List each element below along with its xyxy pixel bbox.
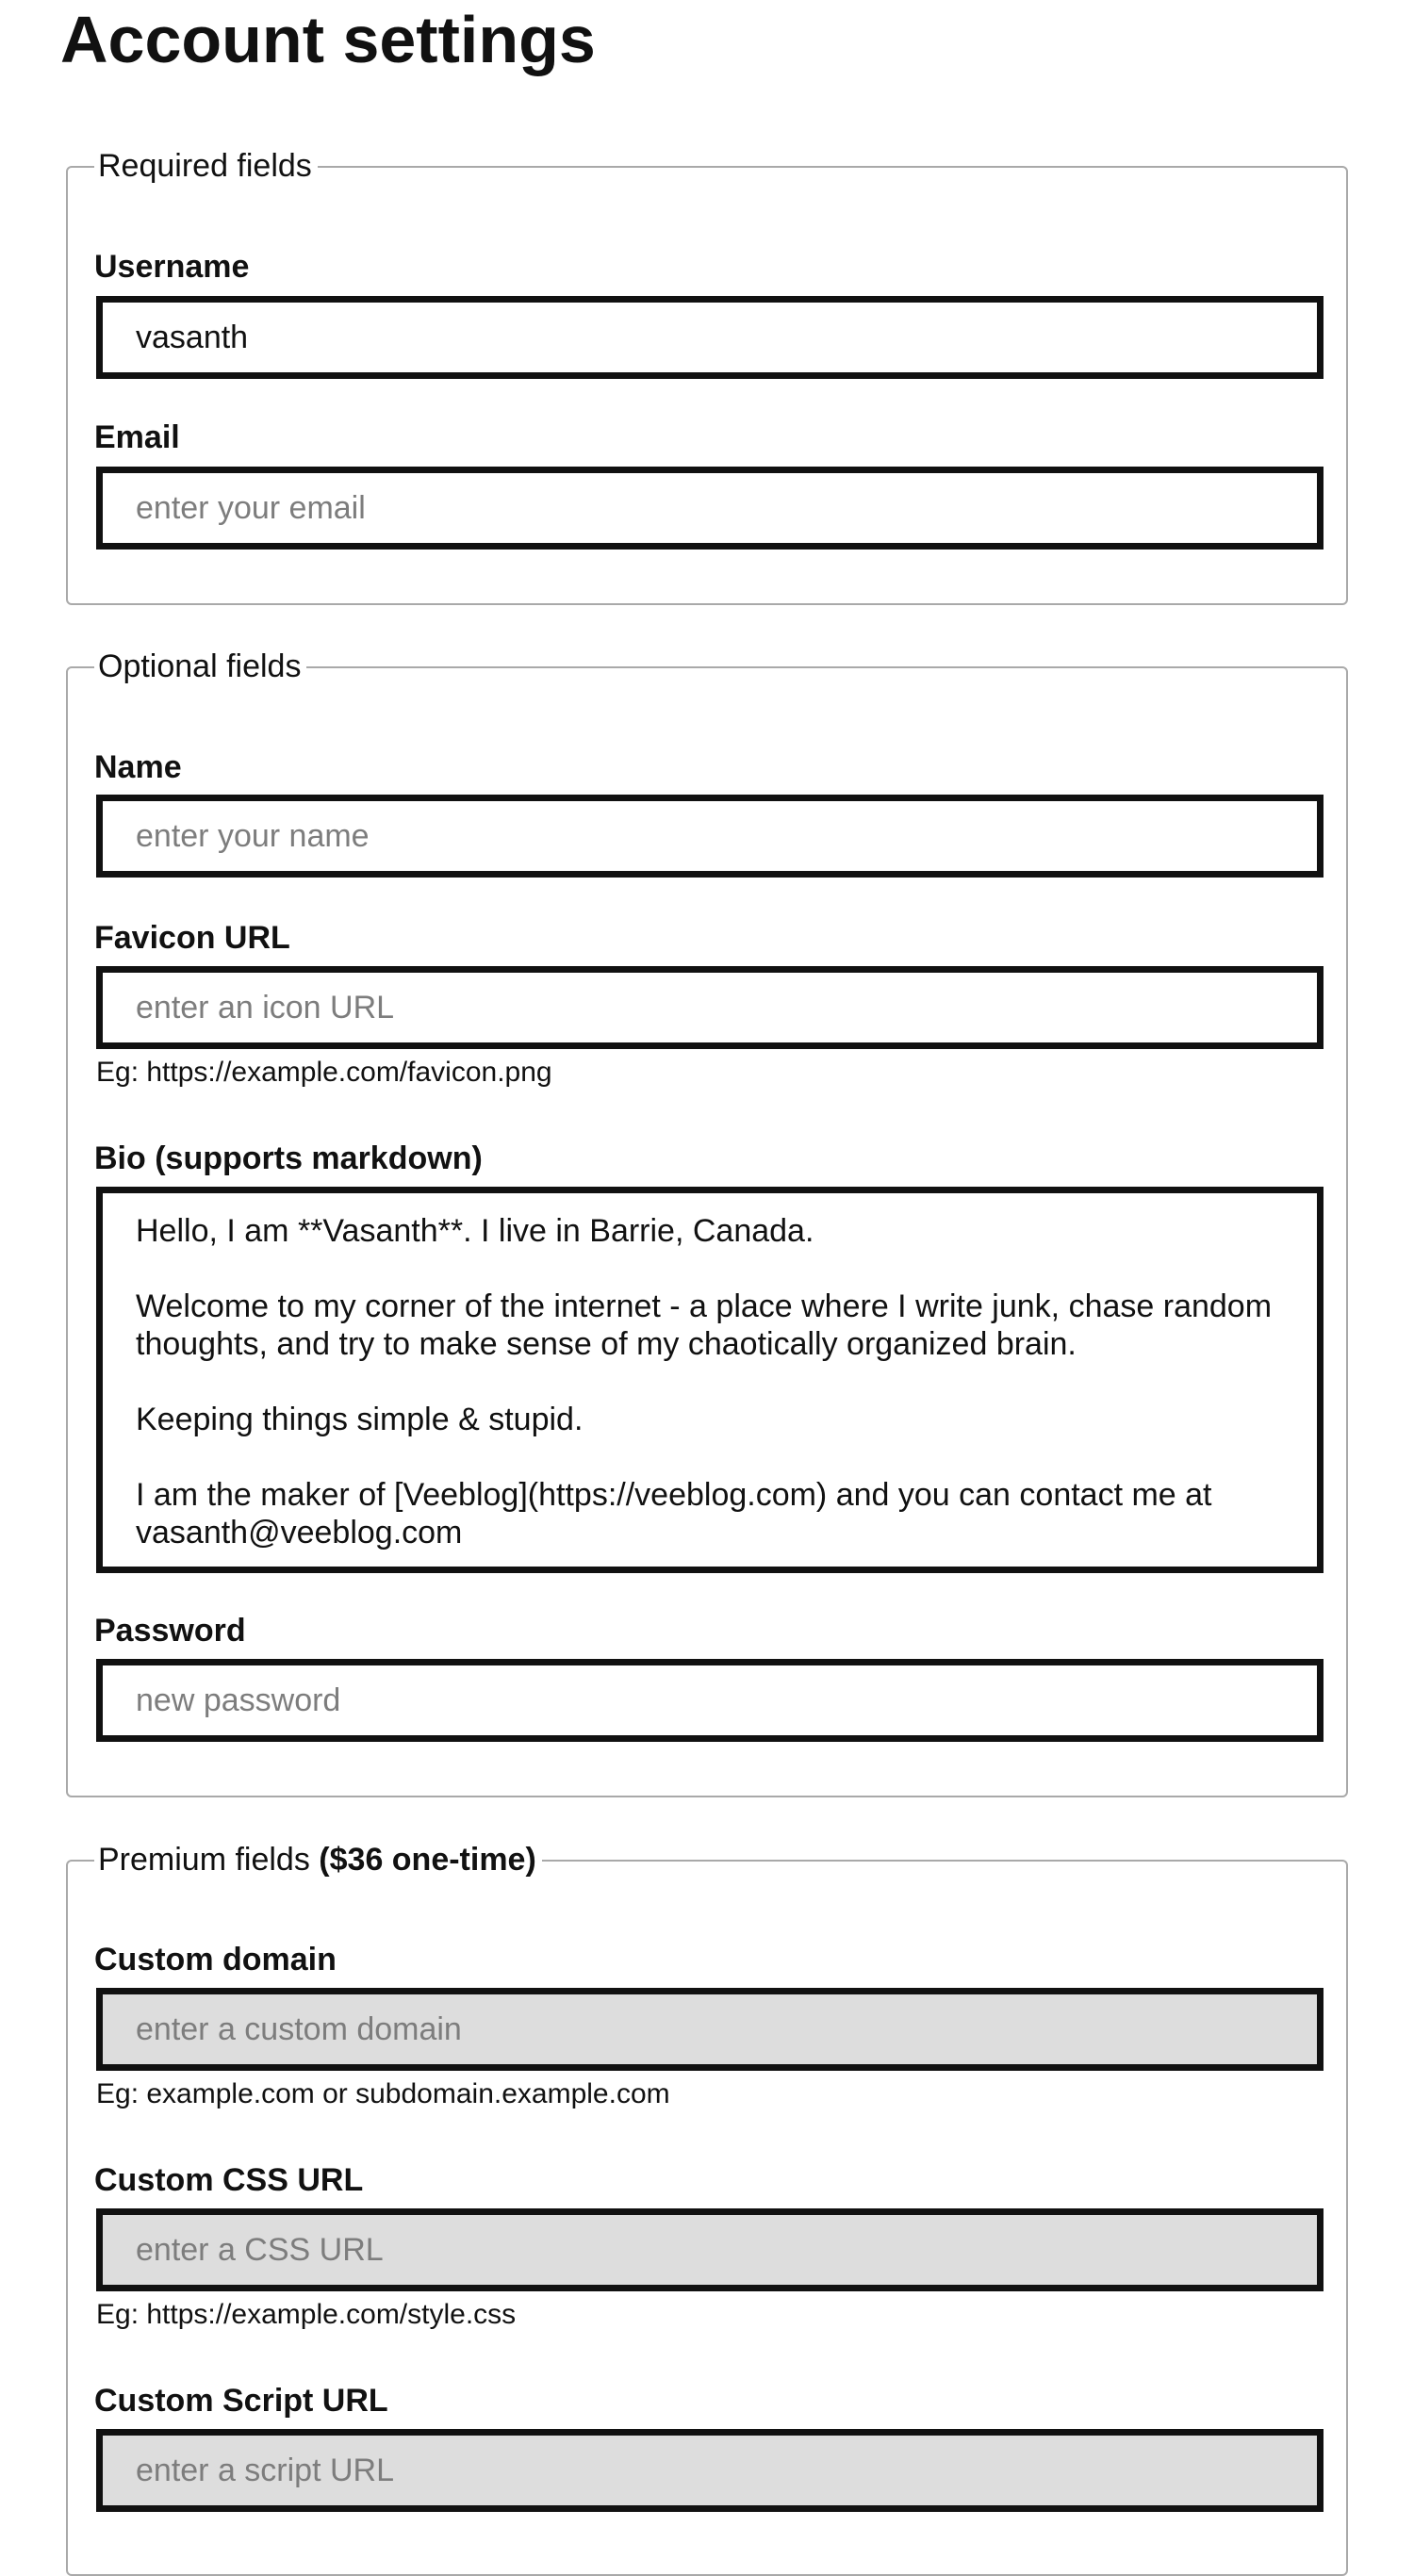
- premium-fields-legend-text: Premium fields: [98, 1842, 310, 1878]
- favicon-url-hint: Eg: https://example.com/favicon.png: [96, 1057, 552, 1088]
- required-fields-fieldset: [66, 148, 1348, 605]
- custom-domain-hint: Eg: example.com or subdomain.example.com: [96, 2078, 670, 2109]
- required-fields-legend: Required fields: [94, 145, 318, 187]
- username-label: Username: [94, 249, 250, 285]
- custom-css-url-hint: Eg: https://example.com/style.css: [96, 2299, 517, 2330]
- custom-script-url-input[interactable]: [96, 2429, 1324, 2512]
- custom-css-url-label: Custom CSS URL: [94, 2162, 364, 2198]
- premium-price: ($36 one-time): [319, 1842, 536, 1878]
- custom-css-url-input[interactable]: [96, 2208, 1324, 2291]
- optional-fields-legend: Optional fields: [94, 646, 306, 687]
- optional-fields-fieldset: [66, 648, 1348, 1797]
- email-input[interactable]: [96, 467, 1324, 550]
- bio-label: Bio (supports markdown): [94, 1140, 483, 1176]
- name-label: Name: [94, 749, 182, 785]
- email-label: Email: [94, 419, 180, 455]
- name-input[interactable]: [96, 795, 1324, 878]
- password-input[interactable]: [96, 1659, 1324, 1742]
- bio-textarea[interactable]: [96, 1187, 1324, 1573]
- username-input[interactable]: [96, 296, 1324, 379]
- premium-fields-fieldset: [66, 1842, 1348, 2576]
- custom-script-url-label: Custom Script URL: [94, 2383, 388, 2419]
- premium-fields-legend: [94, 1839, 542, 1880]
- custom-domain-label: Custom domain: [94, 1942, 337, 1977]
- password-label: Password: [94, 1613, 246, 1649]
- page-title: Account settings: [60, 3, 596, 76]
- favicon-url-input[interactable]: [96, 966, 1324, 1049]
- favicon-url-label: Favicon URL: [94, 920, 290, 956]
- custom-domain-input[interactable]: [96, 1988, 1324, 2071]
